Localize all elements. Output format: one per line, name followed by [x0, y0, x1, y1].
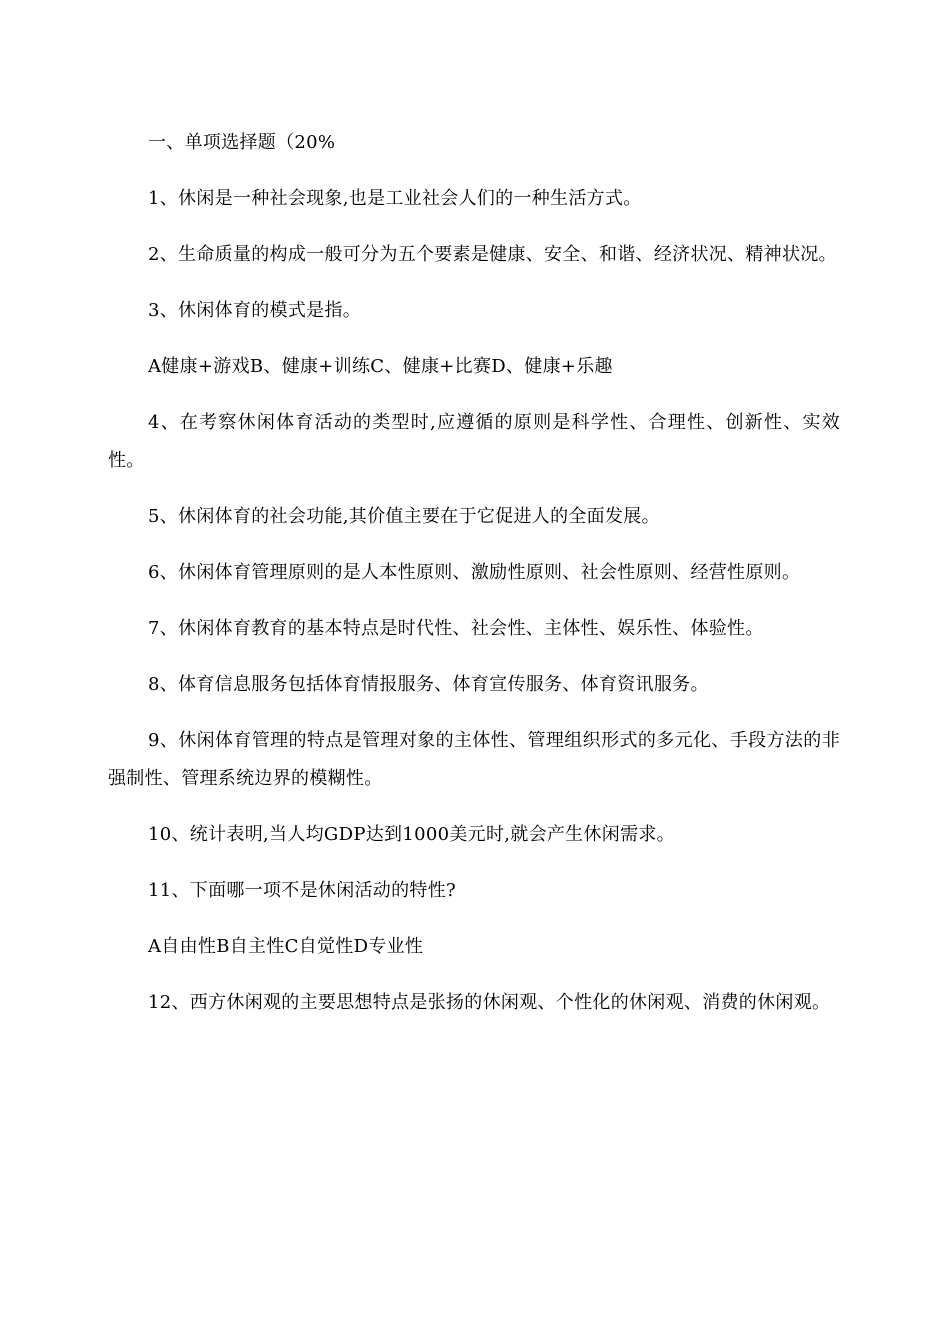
paragraph-11-options: A自由性B自主性C自觉性D专业性	[148, 936, 424, 957]
section-title: 一、单项选择题（20%	[148, 132, 336, 153]
paragraph-9: 9、休闲体育管理的特点是管理对象的主体性、管理组织形式的多元化、手段方法的非强制性、管理系统边界的模糊性。	[108, 730, 840, 789]
paragraph-10: 10、统计表明,当人均GDP达到1000美元时,就会产生休闲需求。	[148, 824, 675, 845]
paragraph-7: 7、休闲体育教育的基本特点是时代性、社会性、主体性、娱乐性、体验性。	[148, 618, 764, 639]
paragraph-8: 8、体育信息服务包括体育情报服务、体育宣传服务、体育资讯服务。	[148, 674, 709, 695]
paragraph-3-options: A健康+游戏B、健康+训练C、健康+比赛D、健康+乐趣	[148, 356, 613, 377]
document-body	[108, 124, 840, 1040]
paragraph-4: 4、在考察休闲体育活动的类型时,应遵循的原则是科学性、合理性、创新性、实效性。	[108, 412, 840, 471]
paragraph-5: 5、休闲体育的社会功能,其价值主要在于它促进人的全面发展。	[148, 506, 660, 527]
paragraph-11: 11、下面哪一项不是休闲活动的特性?	[148, 880, 456, 901]
paragraph-3: 3、休闲体育的模式是指。	[148, 300, 362, 321]
paragraph-2: 2、生命质量的构成一般可分为五个要素是健康、安全、和谐、经济状况、精神状况。	[148, 244, 837, 265]
paragraph-6: 6、休闲体育管理原则的是人本性原则、激励性原则、社会性原则、经营性原则。	[148, 562, 801, 583]
paragraph-12: 12、西方休闲观的主要思想特点是张扬的休闲观、个性化的休闲观、消费的休闲观。	[148, 992, 831, 1013]
paragraph-1: 1、休闲是一种社会现象,也是工业社会人们的一种生活方式。	[148, 188, 642, 209]
